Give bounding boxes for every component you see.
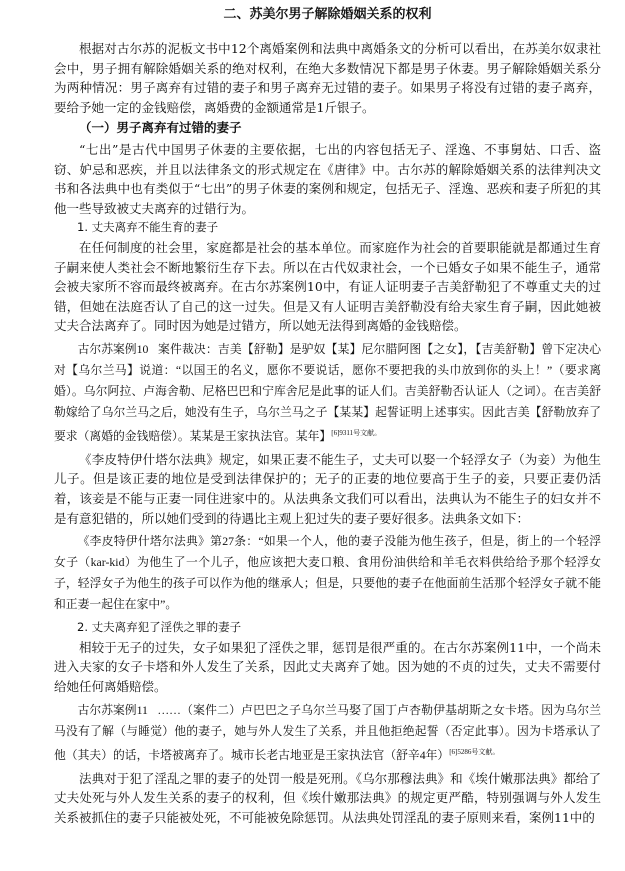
case-10-label: 古尔苏案例10 [77, 341, 149, 356]
case-quote-10 [54, 339, 601, 447]
section-heading: 二、苏美尔男子解除婚姻关系的权利 [223, 7, 432, 22]
case-10-text: 案件裁决：吉美【舒勒】是驴奴【某】尼尔腊阿图【之女】，【吉美舒勒】曾下定决心对【乌尔兰马】说道：“以国王的名义，愿你不要说话，愿你不要把我的头巾放到你的头上！”（要求离婚）。乌尔阿拉、卢海舍勒、尼格巴巴和宁库舍尼是此事的证人们。吉美舒勒否认证人（之词）。在吉美舒勒嫁给了乌尔兰马之后，她没有生子，乌尔兰马之子【某某】起誓证明上述事实。因此吉美【舒勒放弃了要求（离婚的金钱赔偿）。某某是王家执法官。某年】 [54, 341, 601, 443]
paragraph-intro: 根据对古尔苏的泥板文书中12个离婚案例和法典中离婚条文的分析可以看出，在苏美尔奴隶社会中，男子拥有解除婚姻关系的绝对权利，在绝大多数情况下都是男子休妻。男子解除婚姻关系分为两种情况：男子离弃有过错的妻子和男子离弃无过错的妻子。如果男子将没有过错的妻子离弃，要给予她一定的金钱赔偿，离婚费的金额通常是1斤银子。 [54, 41, 601, 115]
law-27-text: 《李皮特伊什塔尔法典》第27条：“如果一个人，他的妻子没能为他生孩子，但是，街上的一个轻浮女子（kar-kid）为他生了一个儿子，他应该把大麦口粮、食用份油供给和羊毛衣料供给给予那个轻浮女子，轻浮女子为他生的孩子可以作为他的继承人；但是，只要他的妻子在他面前生活那个轻浮女子就不能和正妻一起住在家中”。 [54, 534, 601, 612]
paragraph-lipit-ishtar: 《李皮特伊什塔尔法典》规定，如果正妻不能生子，丈夫可以娶一个轻浮女子（为妾）为他生儿子。但是该正妻的地位是受到法律保护的；无子的正妻的地位要高于生子的妾，只要正妻仍活着，该妾是不能与正妻一同住进家中的。从法典条文我们可以看出，法典认为不能生子的妇女并不是有意犯错的，所以她们受到的待遇比主观上犯过失的妻子要好很多。法典条文如下： [54, 451, 601, 526]
case-11-text: ……（案件二）卢巴巴之子乌尔兰马娶了国丁卢杏勒伊基胡斯之女卡塔。因为乌尔兰马没有了解（与睡觉）他的妻子，她与外人发生了关系，并且他拒绝起誓（否定此事）。因为卡塔承认了他（其夫）的话，卡塔被离弃了。城市长老古地亚是王家执法官（舒辛4年） [54, 702, 601, 762]
paragraph-seven-exits: “七出”是古代中国男子休妻的主要依据，七出的内容包括无子、淫逸、不事舅姑、口舌、盗窃、妒忌和恶疾，并且以法律条文的形式规定在《唐律》中。古尔苏的解除婚姻关系的法律判决文书和各法典中也有类似于“七出”的男子休妻的案例和规定，包括无子、淫逸、恶疾和妻子所犯的其他一些导致被丈夫离弃的过错行为。 [54, 141, 601, 216]
footnote-ref-10: [6]9311号文献。 [331, 428, 382, 437]
paragraph-infertility: 在任何制度的社会里，家庭都是社会的基本单位。而家庭作为社会的首要职能就是都通过生育子嗣来使人类社会不断地繁衍生存下去。所以在古代奴隶社会，一个已婚女子如果不能生子，通常会被夫家所不容而最终被离弃。在古尔苏案例10中，有证人证明妻子吉美舒勒犯了不尊重丈夫的过错，但她在法庭否认了自己的这一过失。但是又有人证明吉美舒勒没有给夫家生育子嗣，因此她被丈夫合法离弃了。同时因为她是过错方，所以她无法得到离婚的金钱赔偿。 [54, 239, 601, 334]
paragraph-law-punishment: 法典对于犯了淫乱之罪的妻子的处罚一般是死刑。《乌尔那穆法典》和《埃什嫩那法典》都给了丈夫处死与外人发生关系的妻子的权利，但《埃什嫩那法典》的规定更严酷，特别强调与外人发生关系被抓住的妻子只能被处死，不可能被免除惩罚。从法典处罚淫乱的妻子原则来看，案例11中的 [54, 770, 601, 825]
subheading-infertile-wife: 1. 丈夫离弃不能生育的妻子 [77, 220, 219, 235]
footnote-ref-11: [6]5286号文献。 [449, 747, 500, 756]
law-quote-27 [54, 531, 601, 615]
subheading-adultery: 2. 丈夫离弃犯了淫佚之罪的妻子 [77, 620, 242, 635]
subsection-title: （一）男子离弃有过错的妻子 [79, 120, 242, 136]
case-quote-11 [54, 700, 601, 766]
paragraph-adultery: 相较于无子的过失，女子如果犯了淫佚之罪，惩罚是很严重的。在古尔苏案例11中，一个尚未进入夫家的女子卡塔和外人发生了关系，因此丈夫离弃了她。因为她的不贞的过失，丈夫不需要付给她任何离婚赔偿。 [54, 639, 601, 694]
case-11-label: 古尔苏案例11 [77, 702, 148, 717]
